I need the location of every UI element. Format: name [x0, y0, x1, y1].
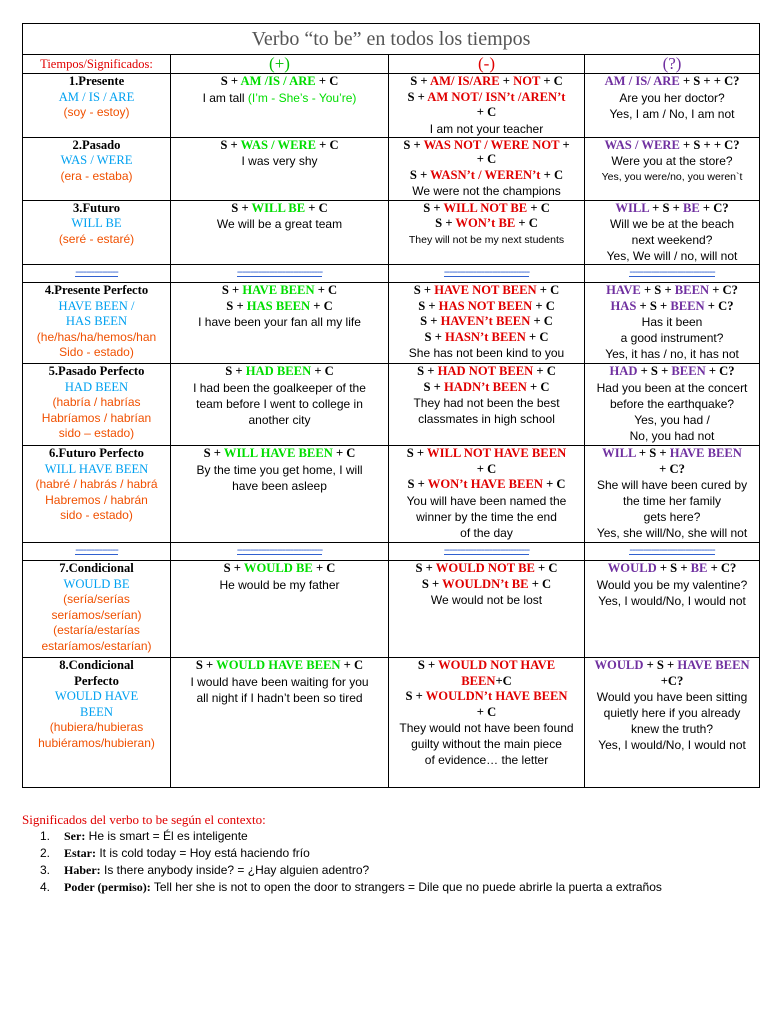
list-item [40, 862, 762, 879]
question-cell [585, 137, 760, 200]
example: We would not be lost [430, 593, 543, 607]
example: winner by the time the end [416, 509, 557, 524]
tense-form: WOULD BE [63, 576, 130, 591]
example: Yes, she will/No, she will not [596, 526, 748, 540]
table-row [23, 283, 760, 364]
formula: S + WAS NOT / WERE NOT + [403, 137, 570, 152]
formula: S + HAVE BEEN + C [221, 283, 338, 297]
example: By the time you get home, I will [196, 462, 363, 477]
tense-name: 6.Futuro Perfecto [49, 446, 144, 460]
tense-meaning: (habré / habrás / habrá [35, 477, 158, 491]
tense-form: AM / IS / ARE [58, 89, 135, 104]
example: guilty without the main piece [411, 737, 562, 751]
example: Had you been at the concert [596, 380, 748, 395]
formula: +C? [660, 673, 684, 688]
negative-cell [389, 137, 585, 200]
negative-cell [389, 200, 585, 265]
affirmative-cell [171, 74, 389, 138]
tense-cell [23, 137, 171, 200]
list-item [40, 845, 762, 862]
formula: S + AM NOT/ ISN’t /AREN’t [407, 89, 566, 104]
example: You will have been named the [406, 493, 567, 508]
item-text: Tell her she is not to open the door to strangers = Dile que no puede abrirle la puerta a extraños [150, 880, 662, 894]
formula: AM / IS/ ARE + S + + C? [604, 74, 740, 88]
item-number: 3. [40, 863, 51, 877]
formula: S + WASN’t / WEREN’t + C [409, 167, 564, 182]
tense-meaning: (seré - estaré) [58, 231, 135, 246]
formula: WAS / WERE + S + + C? [604, 137, 740, 152]
example: Would you have been sitting [596, 690, 748, 704]
question-cell [585, 561, 760, 658]
tense-meaning: (hubiera/hubieras [49, 720, 144, 734]
negative-cell [389, 561, 585, 658]
tense-name: 7.Condicional [59, 561, 134, 575]
question-cell [585, 446, 760, 543]
formula: S + HAS BEEN + C [226, 298, 333, 313]
table-row [23, 446, 760, 543]
verb-table [22, 23, 760, 788]
separator: -------------------------------- [585, 265, 760, 283]
tense-name: Perfecto [74, 673, 119, 688]
example: They would not have been found [399, 721, 574, 735]
separator: -------------------------------- [171, 265, 389, 283]
affirmative-cell [171, 200, 389, 265]
formula: S + HAD BEEN + C [225, 364, 334, 378]
formula: S + WILL NOT HAVE BEEN [406, 446, 567, 460]
affirmative-cell [171, 446, 389, 543]
tense-meaning: (soy - estoy) [63, 105, 130, 119]
negative-cell [389, 74, 585, 138]
table-row [23, 137, 760, 200]
table-row [23, 561, 760, 658]
header-row [23, 55, 760, 74]
formula: + C? [659, 461, 685, 476]
tense-meaning: (habría / habrías [52, 395, 141, 409]
affirmative-cell [171, 658, 389, 788]
header-tenses: Tiempos/Significados: [23, 55, 171, 74]
formula: S + WON’t BE + C [435, 216, 538, 230]
tense-meaning: sido - estado) [60, 508, 133, 522]
formula: WOULD + S + HAVE BEEN [594, 658, 750, 672]
example: knew the truth? [630, 722, 714, 736]
formula: S + AM/ IS/ARE + NOT + C [410, 74, 563, 88]
tense-form: HAVE BEEN / [58, 298, 135, 313]
tense-meaning: seríamos/serían) [51, 607, 142, 622]
example: He would be my father [219, 577, 340, 592]
list-item [40, 828, 762, 845]
example: next weekend? [631, 233, 713, 247]
tense-name: 3.Futuro [73, 200, 120, 215]
example: Yes, I would/No, I would not [598, 738, 746, 752]
formula: S + WILL BE + C [231, 200, 328, 215]
example: quietly here if you already [603, 706, 741, 720]
separator: -------------------------------- [585, 543, 760, 561]
example: We were not the champions [412, 184, 561, 198]
tense-form: WAS / WERE [60, 153, 133, 167]
item-term: Haber: [64, 863, 101, 877]
example: Will we be at the beach [609, 217, 735, 231]
tense-meaning: estaríamos/estarían) [41, 638, 152, 653]
negative-cell [389, 364, 585, 446]
affirmative-cell [171, 364, 389, 446]
tense-cell [23, 364, 171, 446]
example: have been asleep [232, 478, 327, 493]
example: of evidence… the letter [424, 753, 549, 767]
formula: S + WON’t HAVE BEEN + C [407, 477, 566, 491]
tense-form: WILL HAVE BEEN [44, 461, 149, 476]
formula: S + WOULDN’t HAVE BEEN [405, 689, 568, 703]
formula: WILL + S + BE + C? [615, 200, 729, 215]
tense-meaning: sido – estado) [58, 426, 135, 440]
example: I am not your teacher [429, 121, 544, 136]
example: We will be a great team [216, 217, 343, 231]
example: Has it been [641, 315, 703, 329]
tense-form: WOULD HAVE [54, 689, 139, 703]
title-row [23, 24, 760, 55]
tense-meaning: (sería/serías [63, 592, 130, 606]
negative-cell [389, 446, 585, 543]
item-term: Estar: [64, 846, 96, 860]
example: classmates in high school [418, 412, 555, 426]
negative-cell [389, 658, 585, 788]
formula: HAD + S + BEEN + C? [609, 364, 735, 378]
example: team before I went to college in [196, 396, 363, 411]
tense-cell [23, 74, 171, 138]
tense-form: HAS BEEN [65, 314, 128, 328]
formula: S + HAVE NOT BEEN + C [413, 283, 560, 297]
example: She will have been cured by [596, 478, 748, 492]
separator: ---------------- [23, 543, 171, 561]
separator-row [23, 265, 760, 283]
header-negative: (-) [389, 55, 585, 74]
tense-form: BEEN [80, 704, 113, 719]
example: the time her family [622, 494, 722, 508]
item-number: 4. [40, 880, 51, 894]
notes-list [22, 828, 762, 896]
formula: + C [476, 105, 497, 119]
tense-cell [23, 283, 171, 364]
formula: S + WOULD HAVE BEEN + C [195, 658, 364, 672]
example: I was very shy [241, 154, 318, 168]
separator: -------------------------------- [389, 265, 585, 283]
tense-form: HAD BEEN [64, 379, 129, 394]
formula: + C [476, 704, 497, 719]
formula: S + HADN’t BEEN + C [423, 379, 550, 394]
table-row [23, 658, 760, 788]
formula: + C [476, 461, 497, 476]
affirmative-cell [171, 283, 389, 364]
example: No, you had not [629, 428, 715, 443]
item-term: Ser: [64, 829, 86, 843]
formula: S + WOULD NOT BE + C [415, 561, 558, 575]
example: Yes, you were/no, you weren`t [601, 171, 743, 183]
table-row [23, 200, 760, 265]
table-row [23, 74, 760, 138]
table-row [23, 364, 760, 446]
tense-meaning: (he/has/ha/hemos/han [36, 329, 157, 344]
tense-meaning: Sido - estado) [59, 345, 134, 359]
formula: S + HAD NOT BEEN + C [417, 364, 556, 378]
header-affirmative: (+) [171, 55, 389, 74]
formula: S + WILL NOT BE + C [423, 200, 550, 215]
list-item [40, 879, 762, 896]
separator: ---------------- [23, 265, 171, 283]
notes-title: Significados del verbo to be según el contexto: [22, 812, 266, 827]
example: another city [248, 412, 311, 427]
formula: HAVE + S + BEEN + C? [606, 283, 738, 297]
example: Yes, it has / no, it has not [605, 347, 739, 361]
item-text: It is cold today = Hoy está haciendo frío [96, 846, 310, 860]
example: Would you be my valentine? [596, 577, 748, 592]
formula: + C [476, 152, 497, 166]
example: She has not been kind to you [408, 346, 565, 360]
tense-name: 2.Pasado [72, 137, 121, 152]
item-term: Poder (permiso): [64, 880, 151, 894]
negative-cell [389, 283, 585, 364]
tense-name: 4.Presente Perfecto [44, 283, 149, 297]
example: gets here? [643, 510, 701, 524]
header-question: (?) [585, 55, 760, 74]
example: Yes, I would/No, I would not [598, 593, 746, 608]
example: I would have been waiting for you [190, 674, 369, 689]
example: all night if I hadn’t been so tired [196, 690, 363, 705]
item-text: He is smart = Él es inteligente [85, 829, 248, 843]
example: of the day [460, 525, 513, 540]
example: before the earthquake? [609, 396, 735, 411]
page-title: Verbo “to be” en todos los tiempos [23, 24, 760, 55]
formula: S + WOULD BE + C [223, 561, 336, 575]
tense-cell [23, 200, 171, 265]
formula: WOULD + S + BE + C? [607, 561, 737, 575]
tense-name: 1.Presente [68, 74, 125, 88]
formula: S + WOULD NOT HAVE [417, 658, 556, 672]
question-cell [585, 364, 760, 446]
affirmative-cell [171, 137, 389, 200]
tense-name: 8.Condicional [59, 658, 134, 672]
example: I have been your fan all my life [198, 315, 361, 329]
notes-section [22, 811, 762, 896]
tense-cell [23, 658, 171, 788]
question-cell [585, 283, 760, 364]
formula: S + WILL HAVE BEEN + C [203, 446, 356, 460]
question-cell [585, 74, 760, 138]
example: They will not be my next students [408, 233, 565, 246]
tense-meaning: hubiéramos/hubieran) [38, 735, 155, 750]
formula: WILL + S + HAVE BEEN [602, 446, 742, 460]
formula: S + AM /IS / ARE + C [220, 74, 339, 88]
tense-name: 5.Pasado Perfecto [48, 364, 145, 378]
example: Yes, I am / No, I am not [609, 106, 735, 121]
tense-cell [23, 561, 171, 658]
example: Were you at the store? [611, 154, 733, 168]
example: I am tall (I’m - She’s - You’re) [202, 90, 357, 105]
separator: -------------------------------- [171, 543, 389, 561]
formula: HAS + S + BEEN + C? [610, 298, 734, 313]
separator-row [23, 543, 760, 561]
example: a good instrument? [620, 331, 724, 345]
tense-cell [23, 446, 171, 543]
formula: S + HAVEN’t BEEN + C [420, 314, 553, 328]
formula: BEEN+C [461, 673, 512, 688]
example: I had been the goalkeeper of the [193, 380, 366, 395]
formula: S + WAS / WERE + C [220, 137, 339, 152]
formula: S + HASN’t BEEN + C [424, 329, 549, 344]
item-number: 2. [40, 846, 51, 860]
separator: -------------------------------- [389, 543, 585, 561]
tense-form: WILL BE [71, 216, 122, 230]
formula: S + HAS NOT BEEN + C [418, 298, 555, 313]
item-number: 1. [40, 829, 51, 843]
item-text: Is there anybody inside? = ¿Hay alguien adentro? [100, 863, 370, 877]
example: Yes, We will / no, will not [606, 249, 738, 263]
example: Yes, you had / [634, 412, 710, 427]
tense-meaning: Habremos / habrán [45, 492, 148, 507]
example: Are you her doctor? [619, 90, 725, 105]
formula: S + WOULDN’t BE + C [421, 576, 552, 591]
question-cell [585, 200, 760, 265]
affirmative-cell [171, 561, 389, 658]
question-cell [585, 658, 760, 788]
tense-meaning: (estaría/estarías [53, 623, 140, 637]
example: They had not been the best [413, 396, 560, 410]
tense-meaning: (era - estaba) [60, 168, 133, 183]
tense-meaning: Habríamos / habrían [41, 410, 152, 425]
